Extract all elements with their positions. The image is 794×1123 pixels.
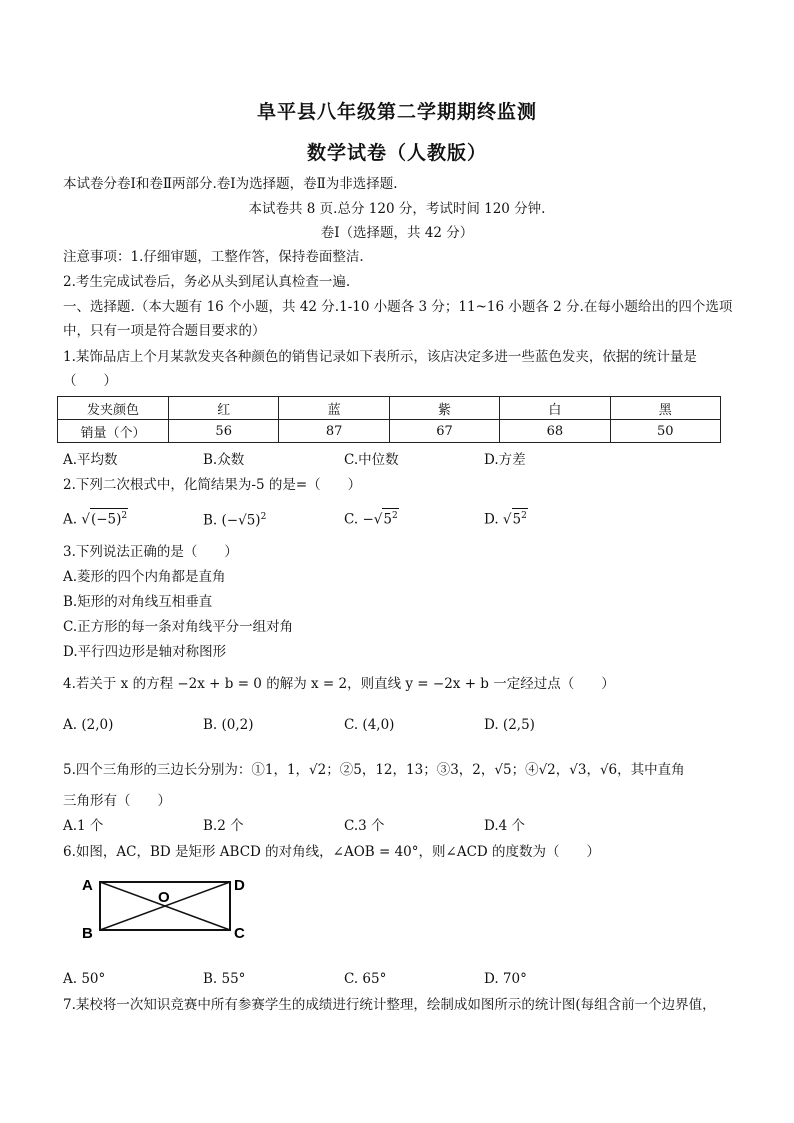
radicand: 5 — [383, 511, 392, 528]
table-cell: 发夹颜色 — [58, 397, 169, 420]
center-label-o: O — [158, 889, 170, 906]
option-label: C. — [344, 511, 359, 528]
q6-stem: 6.如图，AC，BD 是矩形 ABCD 的对角线，∠AOB = 40°，则∠ACD 的度数为（ ） — [63, 844, 601, 860]
q6-option-b: B. 55° — [203, 971, 246, 987]
q4-stem: 4.若关于 x 的方程 −2x + b = 0 的解为 x = 2，则直线 y = −2x + b 一定经过点（ ） — [63, 676, 615, 692]
table-cell: 黑 — [610, 397, 720, 420]
exam-title: 阜平县八年级第二学期期终监测 — [256, 101, 537, 123]
q3-stem: 3.下列说法正确的是（ ） — [63, 544, 238, 560]
table-cell: 68 — [500, 420, 610, 443]
q5-option-b: B.2 个 — [203, 818, 244, 834]
exponent: 2 — [391, 511, 398, 521]
exponent: 2 — [521, 511, 527, 521]
q1-sales-table — [57, 396, 721, 443]
q5-stem-1: 5.四个三角形的三边长分别为：①1，1，√2；②5，12，13；③3，2，√5；④√2，√3，√6，其中直角 — [63, 762, 685, 778]
option-label: A. — [63, 511, 78, 528]
q7-stem: 7.某校将一次知识竞赛中所有参赛学生的成绩进行统计整理，绘制成如图所示的统计图(每组含前一个边界值， — [63, 997, 716, 1013]
vertex-label-c: C — [234, 925, 245, 942]
q4-option-d: D. (2,5) — [484, 717, 535, 733]
table-cell: 87 — [279, 420, 389, 443]
exponent: 2 — [121, 511, 128, 521]
q3-option-a: A.菱形的四个内角都是直角 — [63, 569, 226, 585]
q5-stem-2: 三角形有（ ） — [63, 793, 171, 809]
table-header-row — [58, 397, 721, 420]
q1-stem-2: （ ） — [63, 373, 117, 389]
q3-option-b: B.矩形的对角线互相垂直 — [63, 594, 213, 610]
q6-option-d: D. 70° — [484, 971, 527, 987]
q6-rectangle-figure — [78, 870, 258, 942]
option-label: B. — [203, 512, 218, 529]
q1-option-c: C.中位数 — [344, 452, 399, 468]
table-cell: 56 — [169, 420, 279, 443]
q2-option-a: A. $√(-5)^2$ — [63, 508, 128, 529]
q6-option-a: A. 50° — [63, 971, 106, 987]
note-2: 2.考生完成试卷后，务必从头到尾认真检查一遍. — [63, 274, 351, 290]
table-cell: 50 — [610, 420, 720, 443]
table-cell: 67 — [389, 420, 499, 443]
intro-line-2: 本试卷共 8 页.总分 120 分，考试时间 120 分钟. — [248, 201, 546, 217]
q4-option-a: A. (2,0) — [63, 717, 114, 733]
intro-line-3: 卷Ⅰ（选择题，共 42 分） — [320, 225, 474, 241]
q2-option-d: D. $√5^2$ — [484, 508, 528, 529]
section-line-1: 一、选择题.（本大题有 16 个小题，共 42 分.1-10 小题各 3 分；11~16 小题各 2 分.在每小题给出的四个选项 — [63, 299, 733, 315]
q6-option-c: C. 65° — [344, 971, 387, 987]
vertex-label-b: B — [82, 925, 93, 942]
exponent: 2 — [260, 512, 267, 522]
q3-option-d: D.平行四边形是轴对称图形 — [63, 644, 227, 660]
table-cell: 白 — [500, 397, 610, 420]
table-cell: 红 — [169, 397, 279, 420]
table-cell: 蓝 — [279, 397, 389, 420]
q1-stem-1: 1.某饰品店上个月某款发夹各种颜色的销售记录如下表所示，该店决定多进一些蓝色发夹，依据的统计量是 — [63, 349, 697, 365]
option-label: D. — [484, 511, 499, 528]
q5-option-c: C.3 个 — [344, 818, 385, 834]
q1-option-d: D.方差 — [484, 452, 526, 468]
table-cell: 销量（个） — [58, 420, 169, 443]
minus-sign: − — [362, 511, 374, 528]
intro-line-1: 本试卷分卷Ⅰ和卷Ⅱ两部分.卷Ⅰ为选择题，卷Ⅱ为非选择题. — [63, 176, 398, 192]
q2-stem: 2.下列二次根式中，化简结果为-5 的是=（ ） — [63, 477, 362, 493]
radicand: 5 — [512, 511, 522, 528]
q1-option-b: B.众数 — [203, 452, 245, 468]
table-cell: 紫 — [389, 397, 499, 420]
q1-option-a: A.平均数 — [63, 452, 118, 468]
vertex-label-a: A — [82, 877, 93, 894]
note-1: 注意事项：1.仔细审题，工整作答，保持卷面整洁. — [63, 249, 364, 265]
radicand: −√5 — [226, 512, 256, 529]
q2-option-c: C. $-√5^2$ — [344, 508, 399, 529]
section-line-2: 中，只有一项是符合题目要求的） — [63, 323, 266, 339]
q4-option-b: B. (0,2) — [203, 717, 254, 733]
q2-option-b: B. $(-√5)^2$ — [203, 512, 267, 529]
q5-option-d: D.4 个 — [484, 818, 526, 834]
q3-option-c: C.正方形的每一条对角线平分一组对角 — [63, 619, 294, 635]
exam-subtitle: 数学试卷（人教版） — [306, 142, 487, 164]
vertex-label-d: D — [234, 877, 245, 894]
table-row — [58, 420, 721, 443]
radicand: (−5) — [90, 511, 122, 528]
q4-option-c: C. (4,0) — [344, 717, 395, 733]
q5-option-a: A.1 个 — [63, 818, 104, 834]
